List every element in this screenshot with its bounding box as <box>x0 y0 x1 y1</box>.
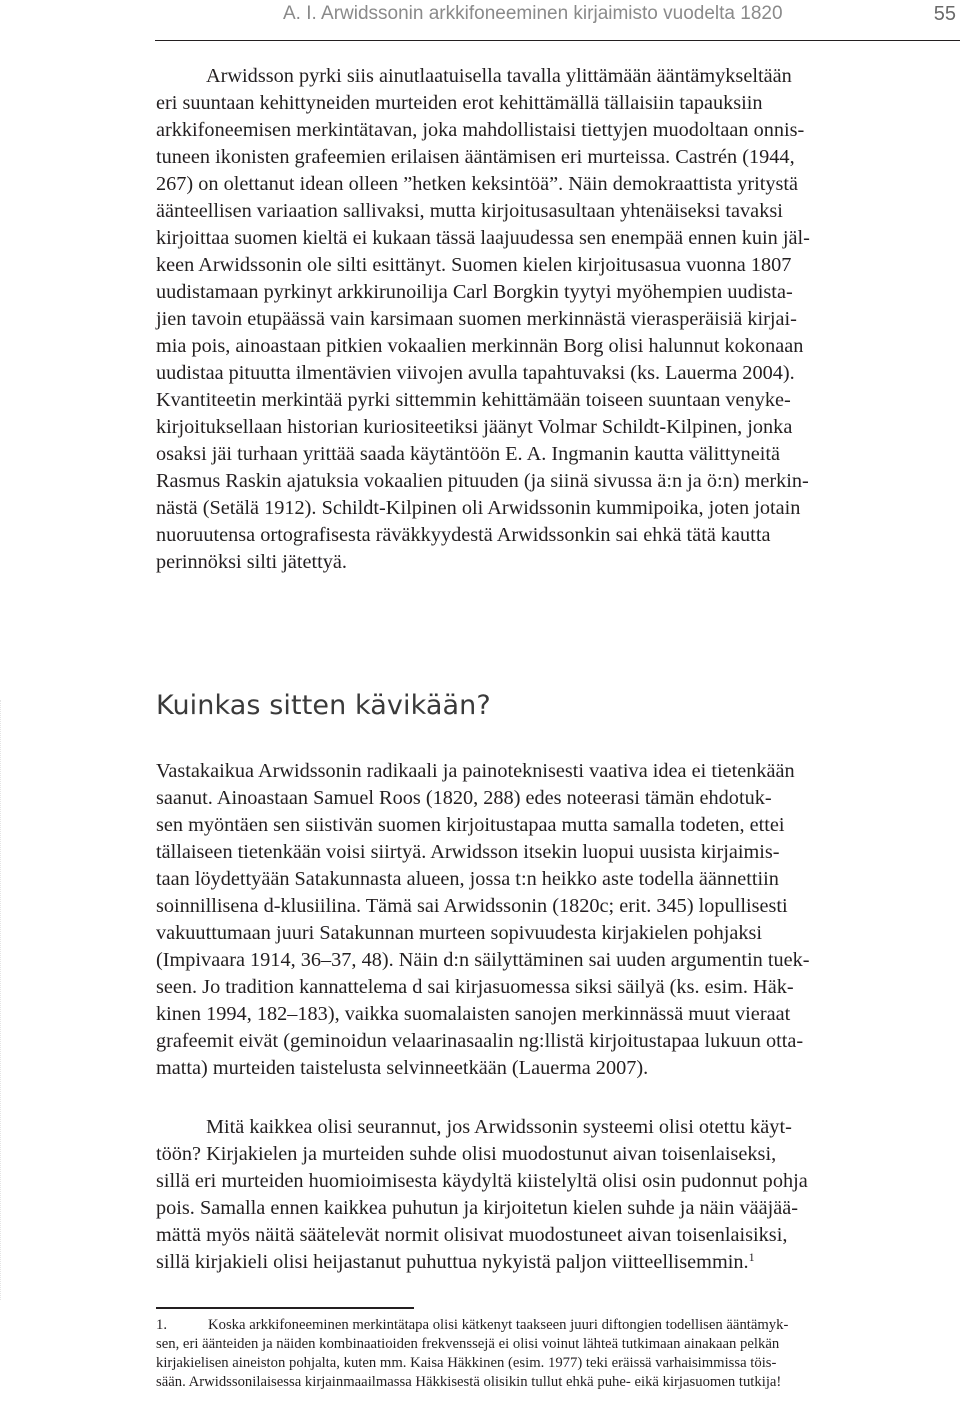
text-line: eri suuntaan kehittyneiden murteiden erot kehittämällä tällaisiin tapauksiin <box>156 92 763 114</box>
footnote <box>156 1316 956 1392</box>
text-line: perinnöksi silti jätettyä. <box>156 551 347 573</box>
footnote-line: sään. Arwidssonilaisessa kirjainmaailmassa Häkkisestä olisikin tullut ehkä puhe- eikä kirjasuomen tutkija! <box>156 1374 782 1390</box>
text-line: Mitä kaikkea olisi seurannut, jos Arwidssonin systeemi olisi otettu käyt- <box>206 1116 792 1138</box>
text-line: Vastakaikua Arwidssonin radikaali ja painoteknisesti vaativa idea ei tietenkään <box>156 760 795 782</box>
running-header <box>155 0 960 41</box>
text-line: Arwidsson pyrki siis ainutlaatuisella tavalla ylittämään ääntämykseltään <box>206 65 792 87</box>
text-line: osaksi jäi turhaan yrittää saada käytäntöön E. A. Ingmanin kautta välittyneitä <box>156 443 781 465</box>
text-line <box>156 1249 956 1276</box>
text-line: sen myöntäen sen siistivän suomen kirjoitustapaa mutta samalla todeten, ettei <box>156 814 785 836</box>
text-line: kirjoituksellaan historian kuriositeetiksi jäänyt Volmar Schildt-Kilpinen, jonka <box>156 416 793 438</box>
footnote-separator <box>156 1307 414 1309</box>
running-title: A. I. Arwidssonin arkkifoneeminen kirjaimisto vuodelta 1820 <box>283 3 783 24</box>
text-line: matta) murteiden taistelusta selvinneetkään (Lauerma 2007). <box>156 1057 649 1079</box>
body-paragraph-3 <box>156 1114 956 1276</box>
footnote-text: Koska arkkifoneeminen merkintätapa olisi kätkenyt taakseen juuri diftongien todellisen ääntämyk- <box>208 1317 789 1333</box>
body-paragraph-2 <box>156 758 956 1082</box>
text-line: tällaiseen tietenkään voisi siirtyä. Arwidsson itsekin luopui uusista kirjaimis- <box>156 841 780 863</box>
page-number: 55 <box>933 3 956 25</box>
footnote-number: 1. <box>156 1317 168 1333</box>
text-line: äänteellisen variaation sallivaksi, mutta kirjoitusasultaan yhtenäiseksi tavaksi <box>156 200 783 222</box>
text-line: töön? Kirjakielen ja murteiden suhde olisi muodostunut aivan toisenlaiseksi, <box>156 1143 777 1165</box>
text-line: kirjoittaa suomen kieltä ei kukaan tässä laajuudessa sen enempää ennen kuin jäl- <box>156 227 810 249</box>
text-line: Kvantiteetin merkintää pyrki sittemmin kehittämään toiseen suuntaan venyke- <box>156 389 791 411</box>
text-line: mättä myös näitä säätelevät normit olisivat muodostuneet aivan toisenlaisiksi, <box>156 1224 788 1246</box>
text-line: uudistaa pituutta ilmentävien viivojen avulla tapahtuvaksi (ks. Lauerma 2004). <box>156 362 795 384</box>
text-line: mia pois, ainoastaan pitkien vokaalien merkinnän Borg olisi halunnut kokonaan <box>156 335 804 357</box>
text-line: Rasmus Raskin ajatuksia vokaalien pituuden (ja siinä sivussa ä:n ja ö:n) merkin- <box>156 470 809 492</box>
text-line: sillä eri murteiden huomioimisesta käydyltä kiistelyltä olisi osin pudonnut pohja <box>156 1170 808 1192</box>
footnote-line: kirjakielisen aineiston pohjalta, kuten mm. Kaisa Häkkinen (esim. 1977) teki eräissä varhaisimmissa töis- <box>156 1355 777 1371</box>
text-line: jien tavoin etupäässä vain karsimaan suomen merkinnästä vierasperäisiä kirjai- <box>156 308 797 330</box>
text-line: (Impivaara 1914, 36–37, 48). Näin d:n säilyttäminen sai uuden argumentin tuek- <box>156 949 810 971</box>
footnote-reference[interactable]: 1 <box>748 1250 755 1264</box>
body-paragraph-1 <box>156 63 956 576</box>
text-line: uudistamaan pyrkinyt arkkirunoilija Carl Borgkin tyytyi myöhempien uudista- <box>156 281 793 303</box>
text-line: taan löydettyään Satakunnasta alueen, jossa t:n heikko aste todella äännettiin <box>156 868 779 890</box>
section-heading: Kuinkas sitten kävikään? <box>156 690 491 721</box>
text-line: tuneen ikonisten grafeemien erilaisen ääntämisen eri murteissa. Castrén (1944, <box>156 146 795 168</box>
text-line: nuoruutensa ortografisesta räväkkyydestä Arwidssonkin sai ehkä tätä kautta <box>156 524 771 546</box>
text-line: kinen 1994, 182–183), vaikka suomalaisten sanojen merkinnässä muut vieraat <box>156 1003 791 1025</box>
text-line: 267) on olettanut idean olleen ”hetken keksintöä”. Näin demokraattista yritystä <box>156 173 799 195</box>
text-line: nästä (Setälä 1912). Schildt-Kilpinen oli Arwidssonin kummipoika, joten jotain <box>156 497 801 519</box>
text-line: seen. Jo tradition kannattelema d sai kirjasuomessa siksi säilyä (ks. esim. Häk- <box>156 976 794 998</box>
footnote-line: sen, eri äänteiden ja näiden kombinaatioiden frekvenssejä ei olisi voinut lähteä tutkimaan ainakaan pelkän <box>156 1336 780 1352</box>
text-line: soinnillisena d-klusiilina. Tämä sai Arwidssonin (1820c; erit. 345) lopullisesti <box>156 895 788 917</box>
text-line: grafeemit eivät (geminoidun velaarinasaalin ng:llistä kirjoitustapaa lukuun otta- <box>156 1030 804 1052</box>
text-line: pois. Samalla ennen kaikkea puhutun ja kirjoitetun kielen suhde ja näin vääjää- <box>156 1197 799 1219</box>
footnote-line <box>156 1316 956 1335</box>
text-line: arkkifoneemisen merkintätavan, joka mahdollistaisi tiettyjen muodoltaan onnis- <box>156 119 805 141</box>
text-line: vakuuttumaan juuri Satakunnan murteen sopivuudesta kirjakielen pohjaksi <box>156 922 763 944</box>
page-edge-divider <box>0 700 3 1300</box>
text-line-content: sillä kirjakieli olisi heijastanut puhuttua nykyistä paljon viitteellisemmin. <box>156 1251 749 1273</box>
text-line: saanut. Ainoastaan Samuel Roos (1820, 288) edes noteerasi tämän ehdotuk- <box>156 787 772 809</box>
text-line: keen Arwidssonin ole silti esittänyt. Suomen kielen kirjoitusasua vuonna 1807 <box>156 254 792 276</box>
